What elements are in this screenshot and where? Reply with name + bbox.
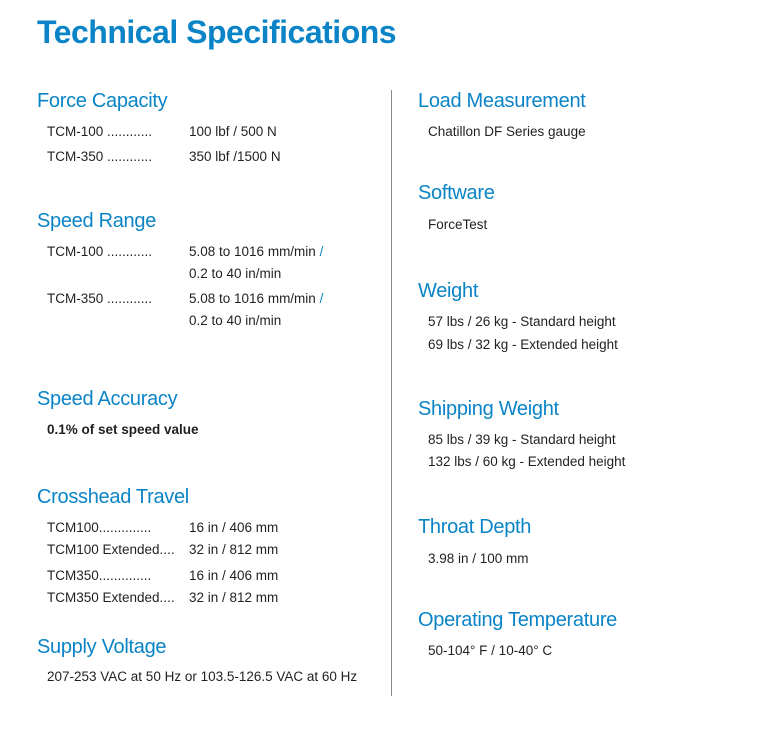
- shipping-weight-line-2: 132 lbs / 60 kg - Extended height: [428, 454, 626, 469]
- page-title: Technical Specifications: [37, 14, 397, 50]
- crosshead-value-1: 16 in / 406 mm: [189, 520, 279, 535]
- shipping-weight-heading: Shipping Weight: [418, 398, 559, 420]
- speed-range-heading: Speed Range: [37, 210, 157, 232]
- weight-heading: Weight: [418, 280, 479, 302]
- throat-depth-value: 3.98 in / 100 mm: [428, 551, 529, 566]
- force-capacity-value-1: 100 lbf / 500 N: [189, 124, 277, 139]
- crosshead-value-4: 32 in / 812 mm: [189, 590, 279, 605]
- operating-temperature-value: 50-104° F / 10-40° C: [428, 643, 553, 658]
- crosshead-label-3: TCM350..............: [47, 568, 152, 583]
- load-measurement-heading: Load Measurement: [418, 90, 586, 112]
- crosshead-value-2: 32 in / 812 mm: [189, 542, 279, 557]
- speed-range-imperial-1: 0.2 to 40 in/min: [189, 266, 282, 281]
- supply-voltage-heading: Supply Voltage: [37, 636, 167, 658]
- speed-range-imperial-2: 0.2 to 40 in/min: [189, 313, 282, 328]
- supply-voltage-value: 207-253 VAC at 50 Hz or 103.5-126.5 VAC at 60 Hz: [47, 669, 358, 684]
- speed-range-metric-1: 5.08 to 1016 mm/min: [189, 244, 320, 259]
- load-measurement-value: Chatillon DF Series gauge: [428, 124, 586, 139]
- force-capacity-heading: Force Capacity: [37, 90, 168, 112]
- speed-range-value-2: [189, 291, 323, 306]
- speed-range-value-1: [189, 244, 323, 259]
- speed-range-slash-1: /: [319, 244, 324, 259]
- force-capacity-label-2: TCM-350 ............: [47, 149, 153, 164]
- speed-range-label-2: TCM-350 ............: [47, 291, 153, 306]
- crosshead-travel-heading: Crosshead Travel: [37, 486, 189, 508]
- throat-depth-heading: Throat Depth: [418, 516, 532, 538]
- speed-accuracy-value: 0.1% of set speed value: [47, 422, 199, 437]
- force-capacity-label-1: TCM-100 ............: [47, 124, 153, 139]
- shipping-weight-line-1: 85 lbs / 39 kg - Standard height: [428, 432, 616, 447]
- crosshead-label-2: TCM100 Extended....: [47, 542, 175, 557]
- crosshead-label-1: TCM100..............: [47, 520, 152, 535]
- force-capacity-value-2: 350 lbf /1500 N: [189, 149, 281, 164]
- weight-line-2: 69 lbs / 32 kg - Extended height: [428, 337, 618, 352]
- crosshead-value-3: 16 in / 406 mm: [189, 568, 279, 583]
- speed-accuracy-heading: Speed Accuracy: [37, 388, 178, 410]
- software-value: ForceTest: [428, 217, 488, 232]
- crosshead-label-4: TCM350 Extended....: [47, 590, 175, 605]
- software-heading: Software: [418, 182, 495, 204]
- speed-range-label-1: TCM-100 ............: [47, 244, 153, 259]
- operating-temperature-heading: Operating Temperature: [418, 609, 618, 631]
- speed-range-metric-2: 5.08 to 1016 mm/min: [189, 291, 320, 306]
- weight-line-1: 57 lbs / 26 kg - Standard height: [428, 314, 616, 329]
- speed-range-slash-2: /: [319, 291, 324, 306]
- column-divider: [391, 90, 392, 696]
